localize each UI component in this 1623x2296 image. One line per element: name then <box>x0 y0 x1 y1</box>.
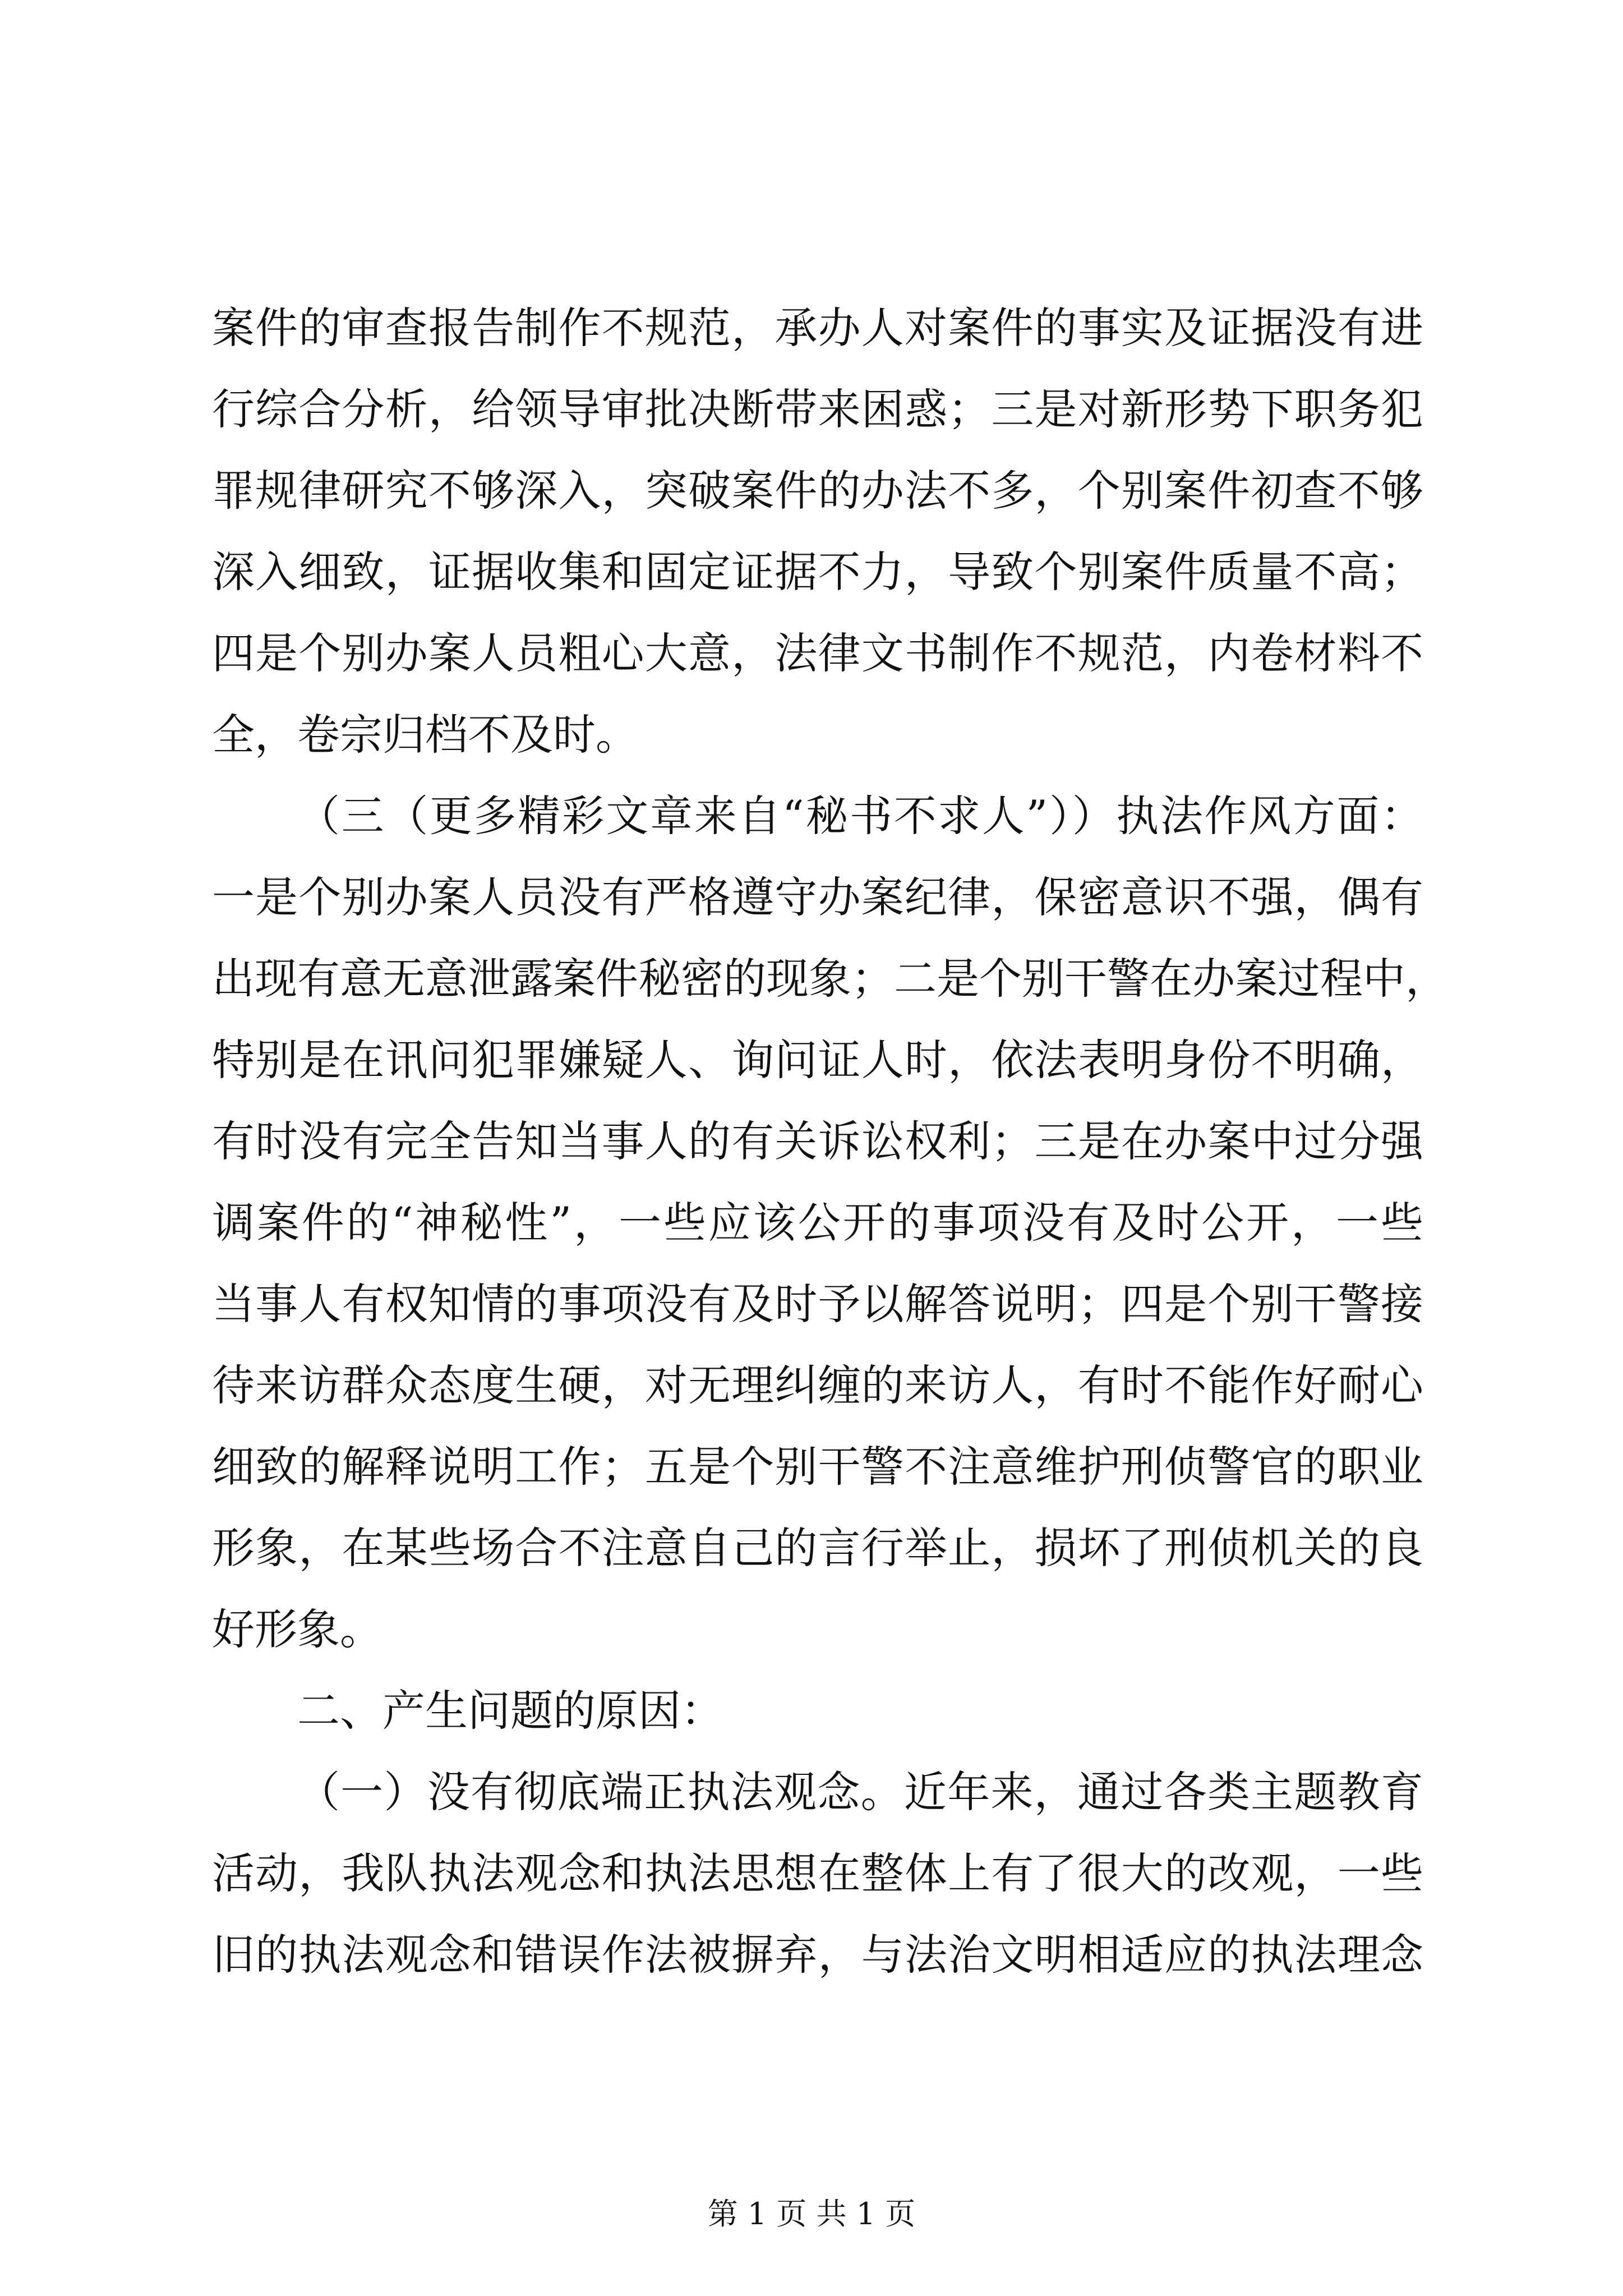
page-footer: 第 1 页 共 1 页 <box>707 2196 916 2231</box>
text-line: 出现有意无意泄露案件秘密的现象；二是个别干警在办案过程中， <box>212 954 1448 1004</box>
text-line: 罪规律研究不够深入，突破案件的办法不多，个别案件初查不够 <box>212 466 1423 516</box>
text-line: 特别是在讯问犯罪嫌疑人、询问证人时，依法表明身份不明确， <box>212 1035 1423 1085</box>
document-body <box>212 287 1448 1995</box>
text-line: 好形象。 <box>212 1604 382 1654</box>
text-line: 待来访群众态度生硬，对无理纠缠的来访人，有时不能作好耐心 <box>212 1360 1423 1410</box>
text-line: 案件的审查报告制作不规范，承办人对案件的事实及证据没有进 <box>212 303 1423 353</box>
text-line: 一是个别办案人员没有严格遵守办案纪律，保密意识不强，偶有 <box>212 872 1423 922</box>
text-line: 有时没有完全告知当事人的有关诉讼权利；三是在办案中过分强 <box>212 1116 1423 1166</box>
text-line: 当事人有权知情的事项没有及时予以解答说明；四是个别干警接 <box>212 1279 1423 1329</box>
text-line: 行综合分析，给领导审批决断带来困惑；三是对新形势下职务犯 <box>212 384 1423 434</box>
text-line: 全，卷宗归档不及时。 <box>212 710 638 760</box>
text-line: 深入细致，证据收集和固定证据不力，导致个别案件质量不高； <box>212 547 1423 597</box>
text-line: （一）没有彻底端正执法观念。近年来，通过各类主题教育 <box>297 1767 1423 1817</box>
text-line: 活动，我队执法观念和执法思想在整体上有了很大的改观，一些 <box>212 1848 1423 1898</box>
text-line: 细致的解释说明工作；五是个别干警不注意维护刑侦警官的职业 <box>212 1442 1423 1492</box>
text-line: 调案件的“神秘性”，一些应该公开的事项没有及时公开，一些 <box>212 1198 1423 1248</box>
text-line: （三（更多精彩文章来自“秘书不求人”））执法作风方面： <box>297 791 1423 841</box>
text-line: 四是个别办案人员粗心大意，法律文书制作不规范，内卷材料不 <box>212 628 1423 678</box>
text-line: 形象，在某些场合不注意自己的言行举止，损坏了刑侦机关的良 <box>212 1523 1423 1573</box>
text-line: 旧的执法观念和错误作法被摒弃，与法治文明相适应的执法理念 <box>212 1930 1423 1980</box>
text-line: 二、产生问题的原因： <box>297 1686 723 1736</box>
